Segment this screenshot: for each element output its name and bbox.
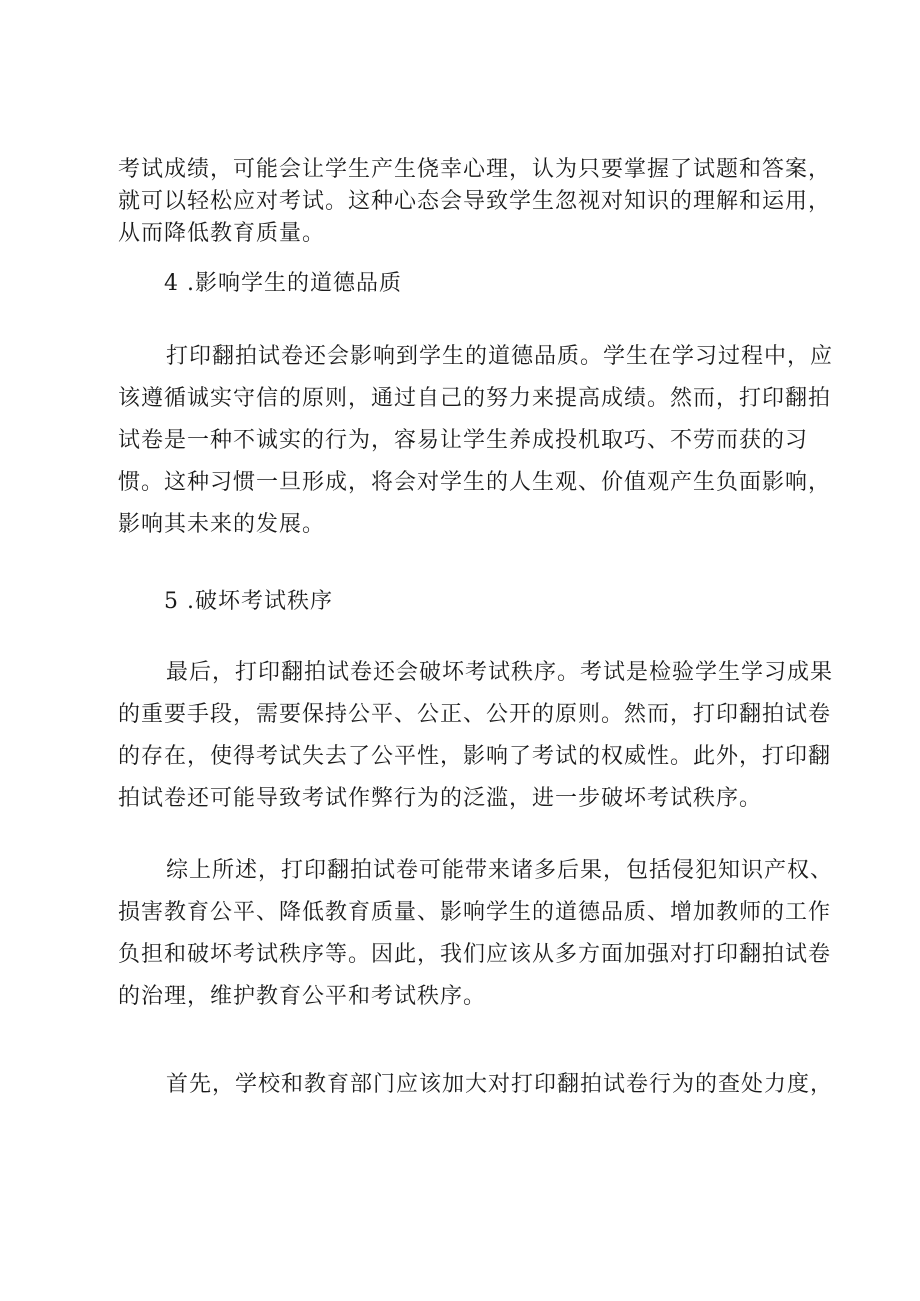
paragraph-summary: 综上所述，打印翻拍试卷可能带来诸多后果，包括侵犯知识产权、损害教育公平、降低教育质量、影响学生的道德品质、增加教师的工作负担和破坏考试秩序等。因此，我们应该从多方面加强对打印翻拍试卷的治理，维护教育公平和考试秩序。	[118, 858, 834, 1009]
paragraph-moral-quality: 打印翻拍试卷还会影响到学生的道德品质。学生在学习过程中，应该遵循诚实守信的原则，通过自己的努力来提高成绩。然而，打印翻拍试卷是一种不诚实的行为，容易让学生养成投机取巧、不劳而获的习惯。这种习惯一旦形成，将会对学生的人生观、价值观产生负面影响，影响其未来的发展。	[118, 344, 834, 537]
section-heading-exam-order: 5 .破坏考试秩序	[164, 589, 333, 614]
paragraph-exam-order: 最后，打印翻拍试卷还会破坏考试秩序。考试是检验学生学习成果的重要手段，需要保持公平、公正、公开的原则。然而，打印翻拍试卷的存在，使得考试失去了公平性，影响了考试的权威性。此外，打印翻拍试卷还可能导致考试作弊行为的泛滥，进一步破坏考试秩序。	[118, 660, 834, 811]
paragraph-education-quality: 考试成绩，可能会让学生产生侥幸心理，认为只要掌握了试题和答案，就可以轻松应对考试。这种心态会导致学生忽视对知识的理解和运用，从而降低教育质量。	[118, 157, 832, 246]
paragraph-first-measure: 首先，学校和教育部门应该加大对打印翻拍试卷行为的查处力度，	[166, 1072, 834, 1097]
section-heading-moral-quality: 4 .影响学生的道德品质	[164, 271, 402, 296]
